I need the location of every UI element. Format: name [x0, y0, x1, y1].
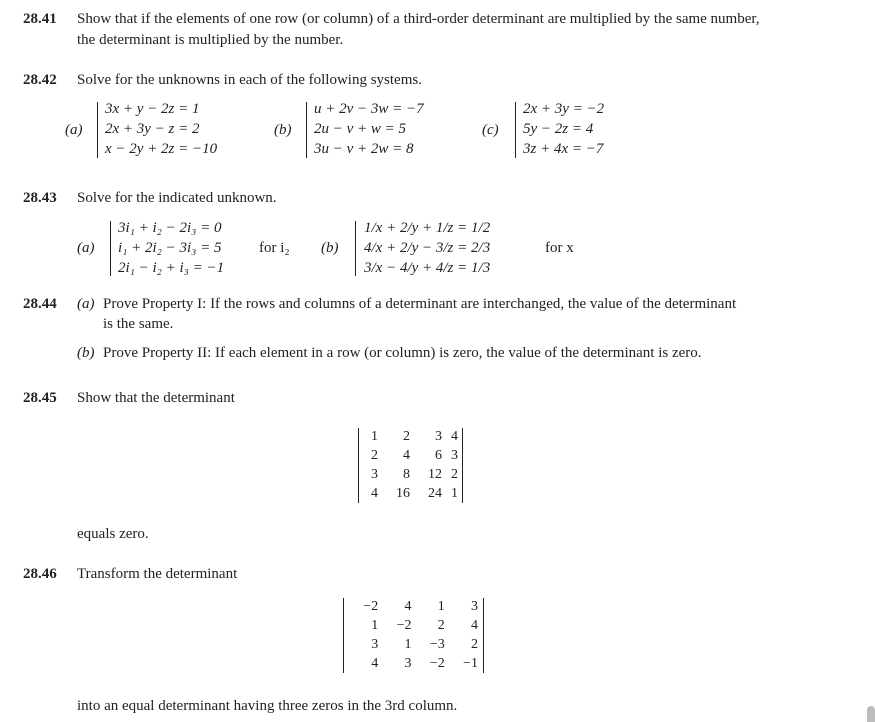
- problem-text: Prove Property II: If each element in a row (or column) is zero, the value of the determinant is zero.: [103, 345, 702, 361]
- part-label: (a): [77, 296, 95, 312]
- problem-text: Solve for the unknowns in each of the following systems.: [77, 72, 422, 88]
- problem-text: Show that the determinant: [77, 390, 235, 406]
- system-label: (b): [274, 122, 292, 138]
- for-label: for x: [545, 240, 574, 256]
- problem-number: 28.44: [23, 296, 57, 312]
- determinant: [345, 597, 478, 673]
- matrix-cell: 4: [403, 448, 410, 463]
- matrix-cell: 3: [471, 599, 478, 614]
- system-label: (a): [65, 122, 83, 138]
- matrix-cell: −2: [396, 618, 412, 633]
- equation: i₁ + 2i₂ − 3i₃ = 5: [118, 240, 222, 256]
- problem-number: 28.46: [23, 566, 57, 582]
- problem-number: 28.42: [23, 72, 57, 88]
- matrix-cell: 3: [371, 637, 379, 652]
- matrix-cell: 2: [403, 429, 410, 444]
- problem-number: 28.41: [23, 11, 57, 27]
- matrix-cell: 8: [403, 467, 410, 482]
- equation: 2x + 3y = −2: [523, 101, 605, 117]
- matrix-cell: 4: [471, 618, 478, 633]
- matrix-cell: 3: [435, 429, 442, 444]
- matrix-cell: 2: [437, 618, 445, 633]
- matrix-row: [362, 427, 458, 446]
- equation: 3z + 4x = −7: [523, 141, 604, 157]
- matrix-row: [362, 446, 458, 465]
- matrix-cell: 24: [428, 486, 442, 501]
- equation: 4/x + 2/y − 3/z = 2/3: [364, 240, 491, 256]
- problem-text: is the same.: [103, 316, 174, 332]
- system-brace: [515, 102, 516, 158]
- matrix-cell: −2: [363, 599, 379, 614]
- problem-text: into an equal determinant having three zeros in the 3rd column.: [77, 698, 458, 714]
- system-brace: [306, 102, 307, 158]
- equation: 3i₁ + i₂ − 2i₃ = 0: [118, 220, 222, 236]
- matrix-cell: −2: [429, 656, 445, 671]
- matrix-cell: −3: [429, 637, 445, 652]
- part-label: (b): [77, 345, 95, 361]
- equation: 3u − v + 2w = 8: [314, 141, 414, 157]
- matrix-cell: 2: [471, 637, 478, 652]
- system-label: (a): [77, 240, 95, 256]
- matrix-cell: 4: [451, 429, 458, 444]
- for-label: for i₂: [259, 240, 290, 256]
- matrix-cell: 16: [396, 486, 410, 501]
- system-brace: [97, 102, 98, 158]
- matrix-cell: 4: [404, 599, 412, 614]
- matrix-cell: 3: [404, 656, 412, 671]
- problem-text: Transform the determinant: [77, 566, 238, 582]
- matrix-cell: 3: [371, 467, 378, 482]
- matrix-cell: 1: [371, 618, 379, 633]
- equation: x − 2y + 2z = −10: [105, 141, 218, 157]
- scrollbar-thumb[interactable]: [867, 706, 875, 722]
- equation: 3x + y − 2z = 1: [105, 101, 200, 117]
- equation: 3/x − 4/y + 4/z = 1/3: [364, 260, 491, 276]
- problem-number: 28.45: [23, 390, 57, 406]
- matrix-cell: −1: [463, 656, 478, 671]
- matrix-cell: 12: [428, 467, 442, 482]
- equation: 2i₁ − i₂ + i₃ = −1: [118, 260, 225, 276]
- matrix-cell: 1: [371, 429, 378, 444]
- problem-text: Show that if the elements of one row (or column) of a third-order determinant are multiplied by the same number,: [77, 11, 760, 27]
- system-label: (b): [321, 240, 339, 256]
- matrix-cell: 3: [451, 448, 458, 463]
- system-brace: [110, 221, 111, 276]
- problem-text: Solve for the indicated unknown.: [77, 190, 277, 206]
- problem-text: Prove Property I: If the rows and columns of a determinant are interchanged, the value of the determinant: [103, 296, 737, 312]
- determinant-bar-left: [358, 428, 359, 503]
- matrix-cell: 4: [371, 486, 378, 501]
- equation: u + 2v − 3w = −7: [314, 101, 424, 117]
- matrix-cell: 6: [435, 448, 442, 463]
- determinant-bar-left: [343, 598, 344, 673]
- matrix-cell: 1: [437, 599, 445, 614]
- matrix-cell: 2: [371, 448, 378, 463]
- equation: 1/x + 2/y + 1/z = 1/2: [364, 220, 491, 236]
- problem-text: equals zero.: [77, 526, 149, 542]
- matrix-cell: 4: [371, 656, 379, 671]
- matrix-row: [345, 597, 478, 616]
- determinant-bar-right: [483, 598, 484, 673]
- equation: 2x + 3y − z = 2: [105, 121, 200, 137]
- matrix-cell: 1: [404, 637, 412, 652]
- problem-text: the determinant is multiplied by the number.: [77, 32, 344, 48]
- matrix-row: [362, 484, 458, 503]
- matrix-cell: 2: [451, 467, 458, 482]
- determinant-bar-right: [462, 428, 463, 503]
- equation: 5y − 2z = 4: [523, 121, 594, 137]
- system-label: (c): [482, 122, 499, 138]
- matrix-row: [362, 465, 458, 484]
- determinant: [362, 427, 458, 503]
- matrix-cell: 1: [451, 486, 458, 501]
- problem-number: 28.43: [23, 190, 57, 206]
- matrix-row: [345, 654, 478, 673]
- matrix-row: [345, 616, 478, 635]
- system-brace: [355, 221, 356, 276]
- equation: 2u − v + w = 5: [314, 121, 407, 137]
- matrix-row: [345, 635, 478, 654]
